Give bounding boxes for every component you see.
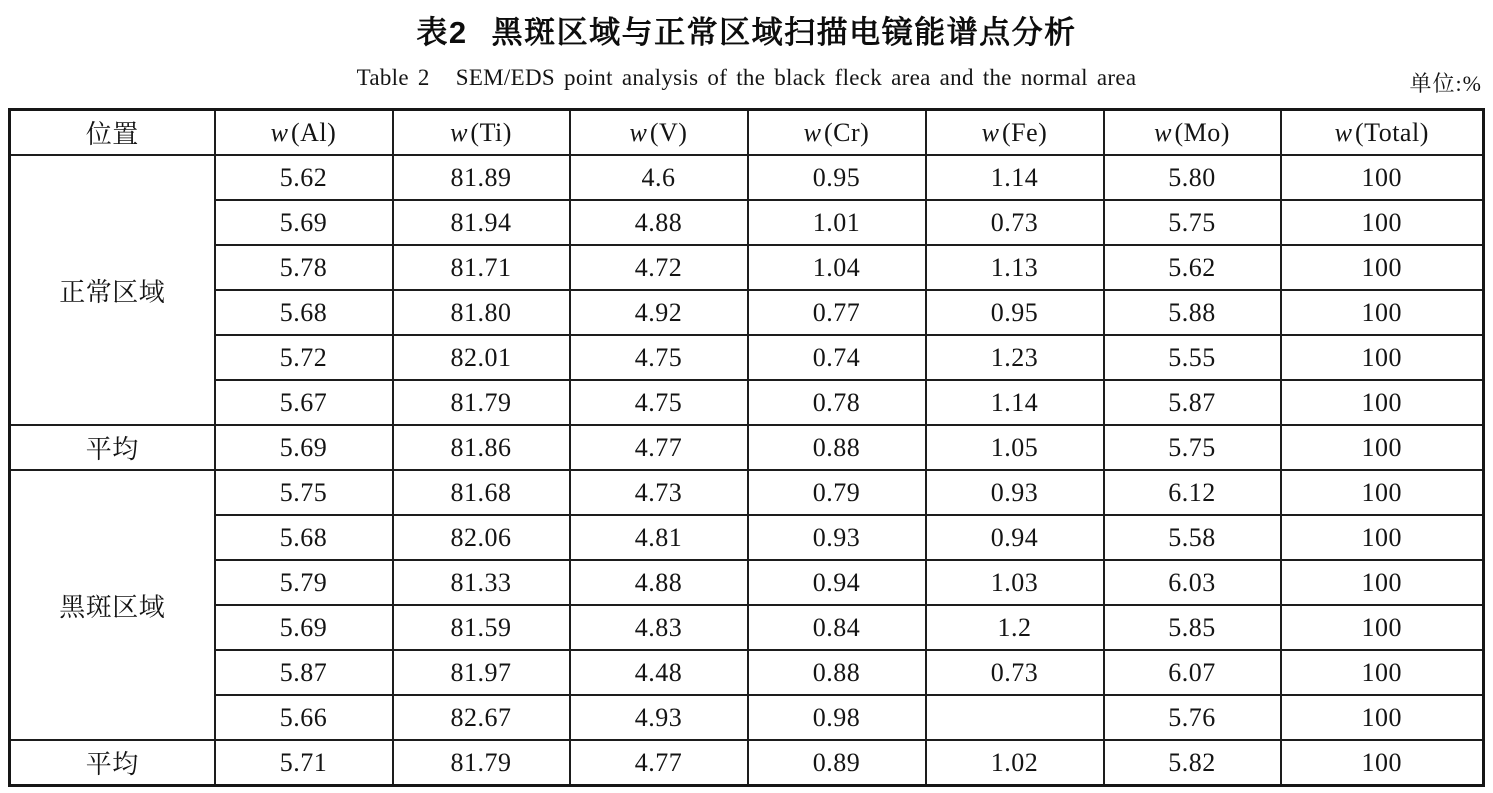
value-cell: 100 — [1281, 605, 1484, 650]
value-cell: 5.79 — [215, 560, 393, 605]
column-header-al-element: (Al) — [291, 117, 337, 147]
value-cell: 82.67 — [393, 695, 570, 740]
value-cell: 4.77 — [570, 740, 748, 786]
value-cell: 100 — [1281, 245, 1484, 290]
value-cell: 4.88 — [570, 200, 748, 245]
column-header-total — [1281, 110, 1484, 156]
column-header-v-element: (V) — [649, 117, 688, 147]
value-cell: 100 — [1281, 515, 1484, 560]
value-cell: 1.13 — [926, 245, 1104, 290]
value-cell: 100 — [1281, 560, 1484, 605]
value-cell: 0.88 — [748, 650, 926, 695]
value-cell: 100 — [1281, 380, 1484, 425]
value-cell: 0.84 — [748, 605, 926, 650]
value-cell: 4.92 — [570, 290, 748, 335]
value-cell: 5.62 — [215, 155, 393, 200]
value-cell: 5.87 — [215, 650, 393, 695]
unit-label: 单位:% — [1409, 71, 1482, 96]
table-row — [10, 245, 1484, 290]
value-cell — [926, 695, 1104, 740]
value-cell: 5.62 — [1104, 245, 1281, 290]
value-cell: 5.87 — [1104, 380, 1281, 425]
value-cell: 4.48 — [570, 650, 748, 695]
value-cell: 0.95 — [748, 155, 926, 200]
mass-fraction-symbol: w — [629, 117, 647, 147]
table-row — [10, 290, 1484, 335]
value-cell: 100 — [1281, 335, 1484, 380]
value-cell: 4.73 — [570, 470, 748, 515]
value-cell: 0.93 — [748, 515, 926, 560]
column-header-ti-element: (Ti) — [470, 117, 512, 147]
value-cell: 0.94 — [748, 560, 926, 605]
value-cell: 100 — [1281, 470, 1484, 515]
value-cell: 5.71 — [215, 740, 393, 786]
value-cell: 0.88 — [748, 425, 926, 470]
column-header-al — [215, 110, 393, 156]
column-header-v — [570, 110, 748, 156]
table-row — [10, 425, 1484, 470]
value-cell: 4.75 — [570, 335, 748, 380]
value-cell: 4.88 — [570, 560, 748, 605]
value-cell: 81.89 — [393, 155, 570, 200]
value-cell: 6.07 — [1104, 650, 1281, 695]
value-cell: 100 — [1281, 650, 1484, 695]
position-label-cell: 平均 — [10, 740, 215, 786]
table-title-en-text: SEM/EDS point analysis of the black fleck area and the normal area — [455, 65, 1137, 90]
position-label-cell: 黑斑区域 — [10, 470, 215, 740]
value-cell: 5.68 — [215, 515, 393, 560]
value-cell: 100 — [1281, 200, 1484, 245]
table-row — [10, 695, 1484, 740]
value-cell: 81.33 — [393, 560, 570, 605]
value-cell: 5.80 — [1104, 155, 1281, 200]
value-cell: 0.93 — [926, 470, 1104, 515]
column-header-mo — [1104, 110, 1281, 156]
value-cell: 6.12 — [1104, 470, 1281, 515]
value-cell: 5.82 — [1104, 740, 1281, 786]
table-row — [10, 380, 1484, 425]
value-cell: 4.93 — [570, 695, 748, 740]
column-header-ti — [393, 110, 570, 156]
value-cell: 5.75 — [1104, 200, 1281, 245]
value-cell: 0.98 — [748, 695, 926, 740]
column-header-cr-element: (Cr) — [824, 117, 870, 147]
column-header-position: 位置 — [10, 110, 215, 156]
header-row — [10, 110, 1484, 156]
value-cell: 81.80 — [393, 290, 570, 335]
table-row — [10, 335, 1484, 380]
table-row — [10, 200, 1484, 245]
value-cell: 82.06 — [393, 515, 570, 560]
value-cell: 0.74 — [748, 335, 926, 380]
value-cell: 100 — [1281, 740, 1484, 786]
value-cell: 0.79 — [748, 470, 926, 515]
value-cell: 5.68 — [215, 290, 393, 335]
sem-eds-analysis-table — [8, 108, 1485, 787]
value-cell: 5.66 — [215, 695, 393, 740]
value-cell: 4.75 — [570, 380, 748, 425]
mass-fraction-symbol: w — [803, 117, 821, 147]
value-cell: 100 — [1281, 695, 1484, 740]
value-cell: 1.2 — [926, 605, 1104, 650]
table-row — [10, 650, 1484, 695]
value-cell: 81.79 — [393, 380, 570, 425]
position-label-cell: 平均 — [10, 425, 215, 470]
value-cell: 100 — [1281, 425, 1484, 470]
column-header-cr — [748, 110, 926, 156]
position-label-cell: 正常区域 — [10, 155, 215, 425]
value-cell: 5.76 — [1104, 695, 1281, 740]
mass-fraction-symbol: w — [1154, 117, 1172, 147]
value-cell: 0.95 — [926, 290, 1104, 335]
mass-fraction-symbol: w — [270, 117, 288, 147]
value-cell: 5.67 — [215, 380, 393, 425]
column-header-mo-element: (Mo) — [1174, 117, 1230, 147]
value-cell: 100 — [1281, 290, 1484, 335]
value-cell: 5.55 — [1104, 335, 1281, 380]
table-title-chinese — [0, 0, 1493, 52]
value-cell: 81.68 — [393, 470, 570, 515]
value-cell: 4.81 — [570, 515, 748, 560]
value-cell: 1.04 — [748, 245, 926, 290]
value-cell: 4.77 — [570, 425, 748, 470]
value-cell: 5.69 — [215, 200, 393, 245]
table-number-en: Table 2 — [356, 65, 430, 90]
value-cell: 5.75 — [1104, 425, 1281, 470]
value-cell: 81.86 — [393, 425, 570, 470]
table-title-zh-text: 黑斑区域与正常区域扫描电镜能谱点分析 — [491, 15, 1077, 50]
value-cell: 5.75 — [215, 470, 393, 515]
table-title-english — [0, 65, 1493, 91]
value-cell: 1.02 — [926, 740, 1104, 786]
table-row — [10, 470, 1484, 515]
column-header-fe — [926, 110, 1104, 156]
value-cell: 81.79 — [393, 740, 570, 786]
table-row — [10, 515, 1484, 560]
value-cell: 5.85 — [1104, 605, 1281, 650]
column-header-fe-element: (Fe) — [1002, 117, 1048, 147]
value-cell: 6.03 — [1104, 560, 1281, 605]
value-cell: 5.72 — [215, 335, 393, 380]
mass-fraction-symbol: w — [981, 117, 999, 147]
value-cell: 81.97 — [393, 650, 570, 695]
value-cell: 0.89 — [748, 740, 926, 786]
table-row — [10, 560, 1484, 605]
table-number-zh: 表2 — [416, 15, 468, 50]
value-cell: 1.05 — [926, 425, 1104, 470]
value-cell: 0.73 — [926, 200, 1104, 245]
value-cell: 1.14 — [926, 155, 1104, 200]
value-cell: 81.71 — [393, 245, 570, 290]
value-cell: 0.78 — [748, 380, 926, 425]
value-cell: 81.59 — [393, 605, 570, 650]
table-row — [10, 605, 1484, 650]
subtitle-row — [0, 65, 1493, 99]
table-row — [10, 740, 1484, 786]
value-cell: 1.23 — [926, 335, 1104, 380]
column-header-total-element: (Total) — [1354, 117, 1429, 147]
value-cell: 0.73 — [926, 650, 1104, 695]
value-cell: 4.83 — [570, 605, 748, 650]
value-cell: 5.69 — [215, 425, 393, 470]
table-body — [10, 155, 1484, 786]
mass-fraction-symbol: w — [1334, 117, 1352, 147]
value-cell: 1.01 — [748, 200, 926, 245]
value-cell: 5.58 — [1104, 515, 1281, 560]
value-cell: 5.88 — [1104, 290, 1281, 335]
value-cell: 0.77 — [748, 290, 926, 335]
value-cell: 81.94 — [393, 200, 570, 245]
table-row — [10, 155, 1484, 200]
mass-fraction-symbol: w — [450, 117, 468, 147]
value-cell: 4.72 — [570, 245, 748, 290]
value-cell: 1.03 — [926, 560, 1104, 605]
value-cell: 5.78 — [215, 245, 393, 290]
value-cell: 1.14 — [926, 380, 1104, 425]
value-cell: 4.6 — [570, 155, 748, 200]
value-cell: 82.01 — [393, 335, 570, 380]
value-cell: 100 — [1281, 155, 1484, 200]
value-cell: 5.69 — [215, 605, 393, 650]
value-cell: 0.94 — [926, 515, 1104, 560]
